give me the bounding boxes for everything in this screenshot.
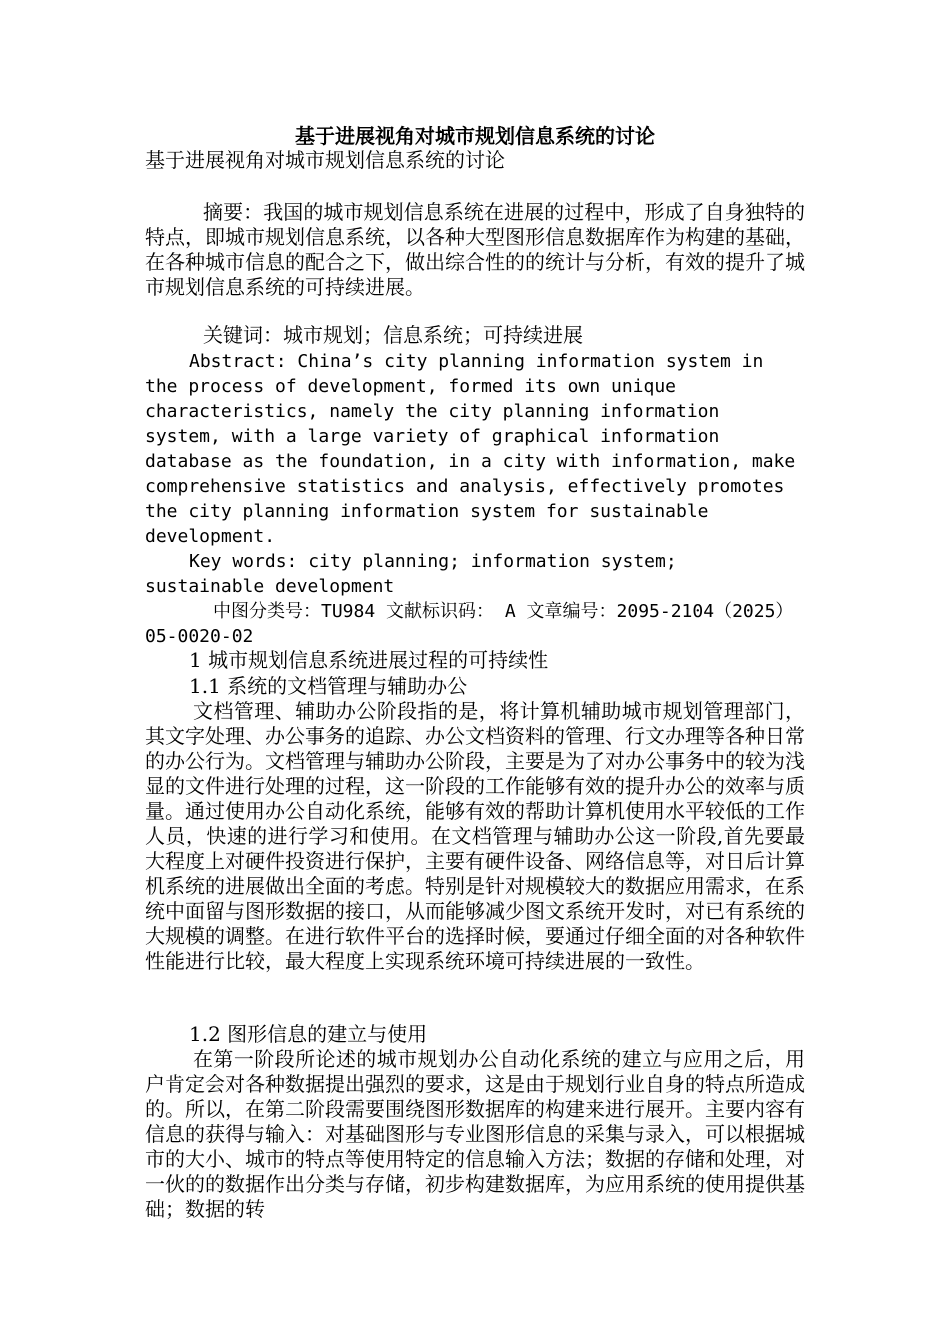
keywords-cn: 关键词：城市规划；信息系统；可持续进展: [203, 323, 583, 347]
section-heading-1: 1 城市规划信息系统进展过程的可持续性: [189, 648, 549, 672]
abstract-en: Abstract: China’s city planning information system in the process of development, formed its own unique characteristics, namely the city planning information system, with a large variety of graphical information database as the foundation, in a city with information, make comprehensive statistics and analysis, effectively promotes the city planning information system for sustainable development.: [145, 351, 796, 547]
document-subtitle: 基于进展视角对城市规划信息系统的讨论: [145, 148, 505, 172]
section-heading-1-1: 1.1 系统的文档管理与辅助办公: [189, 674, 468, 698]
classification-line: 中图分类号：TU984 文献标识码： A 文章编号：2095-2104（2025）05-0020-02: [145, 601, 794, 647]
section-1-1-body: 文档管理、辅助办公阶段指的是，将计算机辅助城市规划管理部门，其文字处理、办公事务的追踪、办公文档资料的管理、行文办理等各种日常的办公行为。文档管理与辅助办公阶段，主要是为了对办公事务中的较为浅显的文件进行处理的过程，这一阶段的工作能够有效的提升办公的效率与质量。通过使用办公自动化系统，能够有效的帮助计算机使用水平较低的工作人员，快速的进行学习和使用。在文档管理与辅助办公这一阶段,首先要最大程度上对硬件投资进行保护，主要有硬件设备、网络信息等，对日后计算机系统的进展做出全面的考虑。特别是针对规模较大的数据应用需求，在系统中面留与图形数据的接口，从而能够减少图文系统开发时，对已有系统的大规模的调整。在进行软件平台的选择时候，要通过仔细全面的对各种软件性能进行比较，最大程度上实现系统环境可持续进展的一致性。: [145, 699, 805, 973]
section-heading-1-2: 1.2 图形信息的建立与使用: [189, 1022, 428, 1046]
document-title: 基于进展视角对城市规划信息系统的讨论: [295, 124, 655, 148]
keywords-en: Key words: city planning; information system; sustainable development: [145, 551, 677, 597]
abstract-cn: 摘要：我国的城市规划信息系统在进展的过程中，形成了自身独特的特点，即城市规划信息系统，以各种大型图形信息数据库作为构建的基础，在各种城市信息的配合之下，做出综合性的的统计与分析，有效的提升了城市规划信息系统的可持续进展。: [145, 200, 805, 299]
section-1-2-body: 在第一阶段所论述的城市规划办公自动化系统的建立与应用之后，用户肯定会对各种数据提出强烈的要求，这是由于规划行业自身的特点所造成的。所以，在第二阶段需要围绕图形数据库的构建来进行展开。主要内容有信息的获得与输入：对基础图形与专业图形信息的采集与录入，可以根据城市的大小、城市的特点等使用特定的信息输入方法；数据的存储和处理，对一伙的的数据作出分类与存储，初步构建数据库，为应用系统的使用提供基础；数据的转: [145, 1047, 805, 1221]
